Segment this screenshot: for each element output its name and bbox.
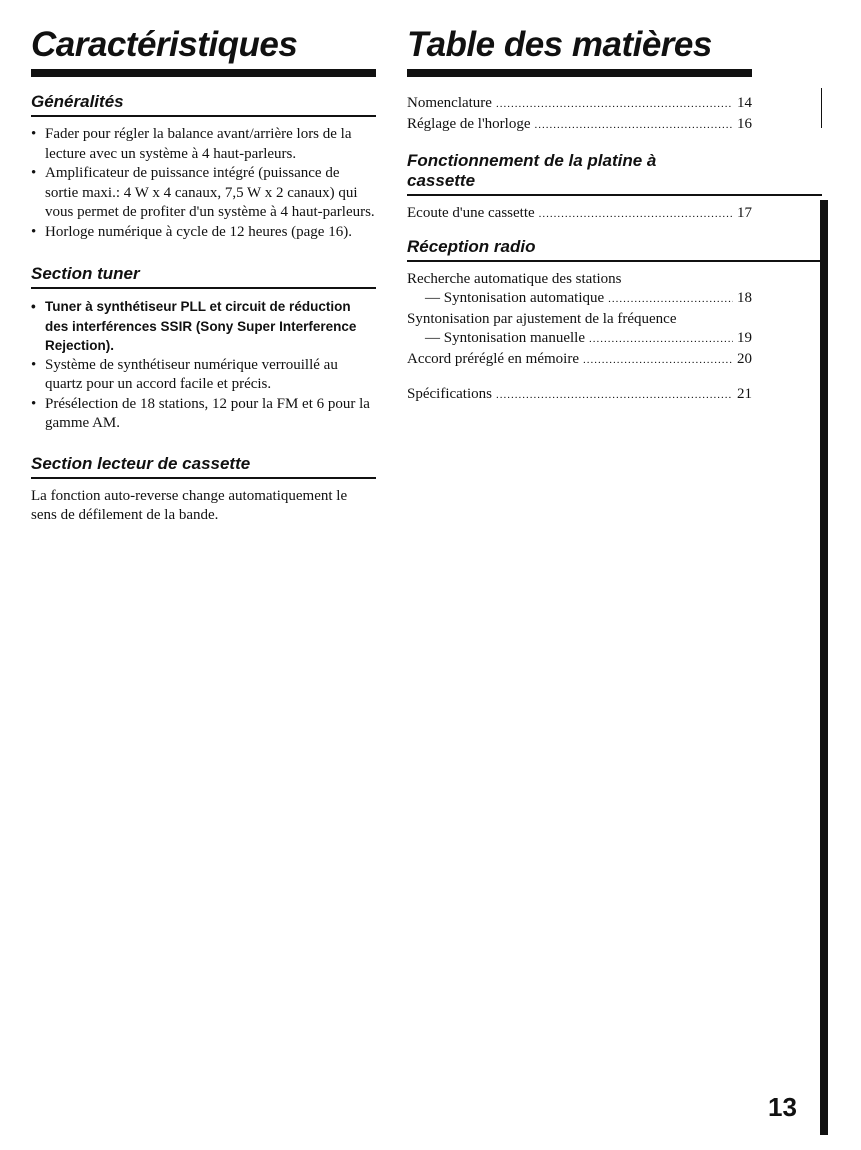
page-number: 13 — [768, 1092, 797, 1122]
title-bar-rule — [407, 69, 752, 77]
toc-line: Syntonisation par ajustement de la fréquence — [407, 310, 677, 327]
radio-heading: Réception radio — [407, 236, 536, 256]
list-item: • Système de synthétiseur numérique verrouillé au quartz pour un accord facile et précis. — [31, 356, 376, 395]
toc-entry[interactable]: Accord préréglé en mémoire ..... 20 — [407, 350, 752, 371]
tuner-heading: Section tuner — [31, 264, 140, 283]
platine-heading: Fonctionnement de la platine à cassette — [407, 151, 657, 190]
section-rule — [31, 477, 376, 479]
toc-title: Table des matières — [407, 25, 712, 64]
toc-entry[interactable]: Ecoute d'une cassette ..... 17 — [407, 204, 752, 225]
toc-line: Recherche automatique des stations — [407, 270, 622, 287]
list-item: • Fader pour régler la balance avant/arrière lors de la lecture avec un système à 4 haut-parleurs. — [31, 125, 376, 164]
list-item: • Présélection de 18 stations, 12 pour la FM et 6 pour la gamme AM. — [31, 395, 376, 434]
toc-entry[interactable]: Nomenclature ..... 14 — [407, 94, 752, 115]
features-title: Caractéristiques — [31, 25, 298, 64]
list-item: • Amplificateur de puissance intégré (puissance de sortie maxi.: 4 W x 4 canaux, 7,5 W x 2 canaux) qui vous permet de profiter d'un système à 4 haut-parleurs. — [31, 164, 376, 223]
margin-line — [821, 88, 822, 128]
section-rule — [31, 287, 376, 289]
list-item: • Horloge numérique à cycle de 12 heures (page 16). — [31, 223, 376, 243]
features-column — [31, 25, 376, 526]
toc-group-1 — [407, 94, 752, 135]
margin-thumb-bar — [820, 200, 828, 1135]
cassette-heading: Section lecteur de cassette — [31, 453, 251, 473]
toc-entry[interactable]: — Syntonisation automatique ..... 18 — [407, 289, 752, 310]
list-item: • Tuner à synthétiseur PLL et circuit de réduction des interférences SSIR (Sony Super Interference Rejection). — [31, 297, 376, 356]
cassette-text: La fonction auto-reverse change automatiquement le sens de défilement de la bande. — [31, 487, 348, 523]
toc-column — [407, 25, 752, 406]
section-rule — [31, 115, 376, 117]
tuner-list — [31, 297, 376, 434]
general-list — [31, 125, 376, 242]
title-bar-rule — [31, 69, 376, 77]
general-heading: Généralités — [31, 92, 124, 111]
toc-entry[interactable]: Spécifications ..... 21 — [407, 385, 752, 406]
toc-entry[interactable]: — Syntonisation manuelle ..... 19 — [407, 329, 752, 350]
section-rule — [407, 194, 822, 196]
section-rule — [407, 260, 822, 262]
toc-entry[interactable]: Réglage de l'horloge ..... 16 — [407, 115, 752, 136]
